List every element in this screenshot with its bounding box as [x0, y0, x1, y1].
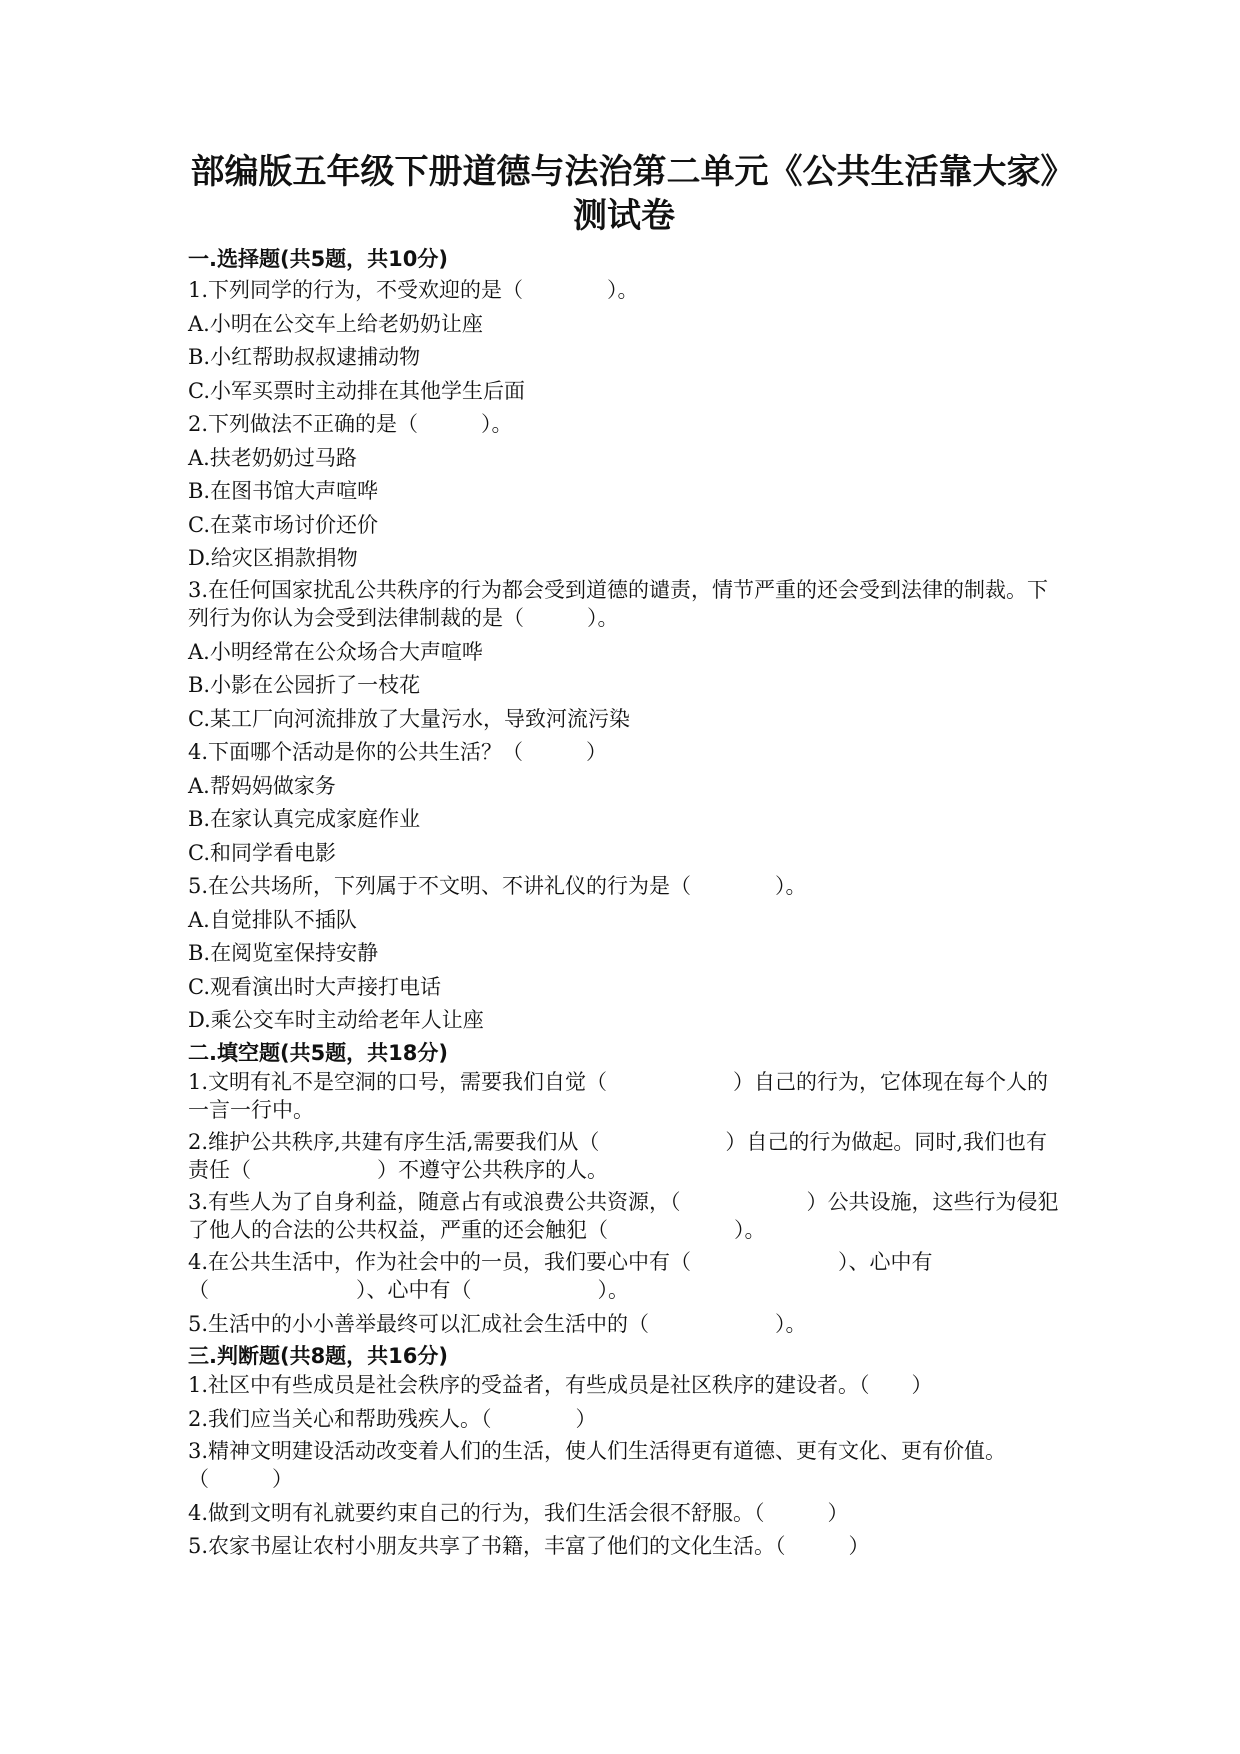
- section-heading: 二.填空题(共5题，共18分): [188, 1040, 449, 1065]
- question-line: 3.精神文明建设活动改变着人们的生活，使人们生活得更有道德、更有文化、更有价值。（ ）: [188, 1438, 1007, 1491]
- option-line: C.在菜市场讨价还价: [188, 512, 378, 537]
- question-line: 4.下面哪个活动是你的公共生活？（ ）: [188, 740, 608, 764]
- section-heading: 三.判断题(共8题，共16分): [188, 1344, 449, 1368]
- question-line: 2.维护公共秩序,共建有序生活,需要我们从（ ）自己的行为做起。同时,我们也有责任（ ）不遵守公共秩序的人。: [188, 1129, 1048, 1182]
- option-line: B.小影在公园折了一枝花: [188, 673, 421, 697]
- option-line: A.小明在公交车上给老奶奶让座: [188, 311, 483, 336]
- option-line: B.在家认真完成家庭作业: [188, 807, 421, 831]
- question-line: 4.在公共生活中，作为社会中的一员，我们要心中有（ ）、心中有（ ）、心中有（ ）。: [188, 1249, 933, 1302]
- question-line: 2.下列做法不正确的是（ ）。: [188, 412, 513, 436]
- option-line: B.小红帮助叔叔逮捕动物: [188, 345, 421, 369]
- exam-page: [188, 150, 1060, 1564]
- option-line: B.在阅览室保持安静: [188, 941, 379, 965]
- page-title: 部编版五年级下册道德与法治第二单元《公共生活靠大家》测试卷: [190, 152, 1058, 236]
- option-line: A.小明经常在公众场合大声喧哗: [188, 639, 483, 664]
- option-line: A.自觉排队不插队: [188, 907, 357, 932]
- question-line: 2.我们应当关心和帮助残疾人。（ ）: [188, 1407, 597, 1431]
- option-line: C.某工厂向河流排放了大量污水，导致河流污染: [188, 706, 630, 731]
- section-heading: 一.选择题(共5题，共10分): [188, 247, 449, 271]
- option-line: A.扶老奶奶过马路: [188, 445, 357, 470]
- option-line: D.乘公交车时主动给老年人让座: [188, 1008, 484, 1032]
- question-line: 3.有些人为了自身利益，随意占有或浪费公共资源，（ ）公共设施，这些行为侵犯了他人的合法的公共权益，严重的还会触犯（ ）。: [188, 1189, 1059, 1242]
- option-line: C.小军买票时主动排在其他学生后面: [188, 378, 525, 403]
- question-line: 5.生活中的小小善举最终可以汇成社会生活中的（ ）。: [188, 1311, 807, 1336]
- section-true-false: [188, 1341, 1060, 1564]
- option-line: C.观看演出时大声接打电话: [188, 974, 441, 999]
- section-multiple-choice: [188, 244, 1060, 1038]
- option-line: D.给灾区捐款捐物: [188, 546, 358, 570]
- question-line: 5.在公共场所，下列属于不文明、不讲礼仪的行为是（ ）。: [188, 874, 807, 898]
- option-line: B.在图书馆大声喧哗: [188, 479, 379, 503]
- section-fill-in-blank: [188, 1038, 1060, 1342]
- question-line: 3.在任何国家扰乱公共秩序的行为都会受到道德的谴责，情节严重的还会受到法律的制裁。下列行为你认为会受到法律制裁的是（ ）。: [188, 577, 1049, 630]
- question-line: 5.农家书屋让农村小朋友共享了书籍，丰富了他们的文化生活。（ ）: [188, 1534, 870, 1558]
- question-line: 1.文明有礼不是空洞的口号，需要我们自觉（ ）自己的行为，它体现在每个人的一言一行中。: [188, 1069, 1049, 1122]
- question-line: 4.做到文明有礼就要约束自己的行为，我们生活会很不舒服。（ ）: [188, 1500, 849, 1525]
- question-line: 1.下列同学的行为，不受欢迎的是（ ）。: [188, 278, 639, 302]
- option-line: C.和同学看电影: [188, 840, 336, 865]
- option-line: A.帮妈妈做家务: [188, 773, 336, 798]
- question-line: 1.社区中有些成员是社会秩序的受益者，有些成员是社区秩序的建设者。（ ）: [188, 1373, 933, 1397]
